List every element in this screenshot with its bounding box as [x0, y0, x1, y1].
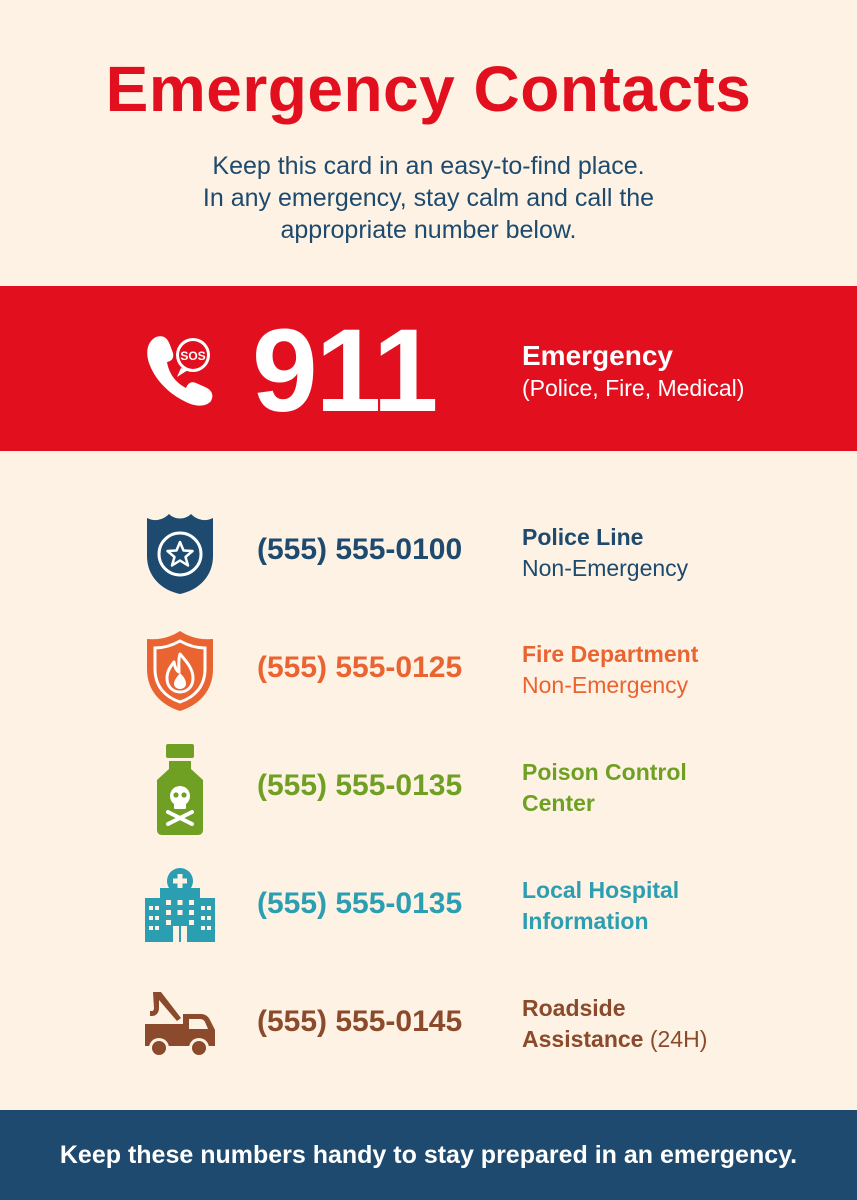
poison-label-line: Poison Control: [522, 759, 687, 785]
footer-text: Keep these numbers handy to stay prepared in an emergency.: [59, 1140, 798, 1169]
poison-label-line: Center: [522, 790, 595, 816]
fire-shield-icon: [143, 629, 217, 713]
roadside-label-line: Assistance: [522, 1026, 644, 1052]
roadside-label-line: Roadside: [522, 995, 626, 1021]
police-badge-icon: [143, 512, 217, 596]
emergency-number[interactable]: 911: [252, 305, 437, 437]
tow-truck-icon: [143, 988, 217, 1060]
police-number[interactable]: (555) 555-0100: [257, 533, 463, 566]
page-title: Emergency Contacts: [105, 53, 752, 125]
hospital-label-line: Information: [522, 908, 649, 934]
fire-label: [522, 639, 698, 701]
roadside-label-line2: [522, 1026, 707, 1052]
subtitle-line: appropriate number below.: [280, 216, 577, 244]
poison-bottle-icon: [143, 742, 217, 836]
page-subtitle: [168, 150, 689, 246]
fire-label-title: Fire Department: [522, 641, 699, 667]
hospital-icon: [143, 866, 217, 944]
hospital-label-line: Local Hospital: [522, 877, 680, 903]
emergency-sublabel: (Police, Fire, Medical): [522, 375, 745, 401]
police-label: [522, 522, 688, 584]
poison-label: [522, 757, 687, 819]
police-label-title: Police Line: [522, 524, 644, 550]
emergency-label: Emergency: [522, 340, 673, 371]
subtitle-line: Keep this card in an easy-to-find place.: [212, 152, 645, 180]
poison-number[interactable]: (555) 555-0135: [257, 769, 463, 802]
fire-label-sub: Non-Emergency: [522, 672, 689, 698]
footer-banner: [0, 1110, 857, 1200]
fire-number[interactable]: (555) 555-0125: [257, 651, 463, 684]
police-label-sub: Non-Emergency: [522, 555, 689, 581]
hospital-number[interactable]: (555) 555-0135: [257, 887, 463, 920]
sos-phone-icon: [143, 333, 217, 407]
roadside-number[interactable]: (555) 555-0145: [257, 1005, 463, 1038]
hospital-label: [522, 875, 679, 937]
roadside-label: [522, 993, 707, 1055]
roadside-hours: (24H): [649, 1026, 708, 1052]
sos-text: SOS: [180, 349, 206, 363]
subtitle-line: In any emergency, stay calm and call the: [202, 184, 655, 212]
